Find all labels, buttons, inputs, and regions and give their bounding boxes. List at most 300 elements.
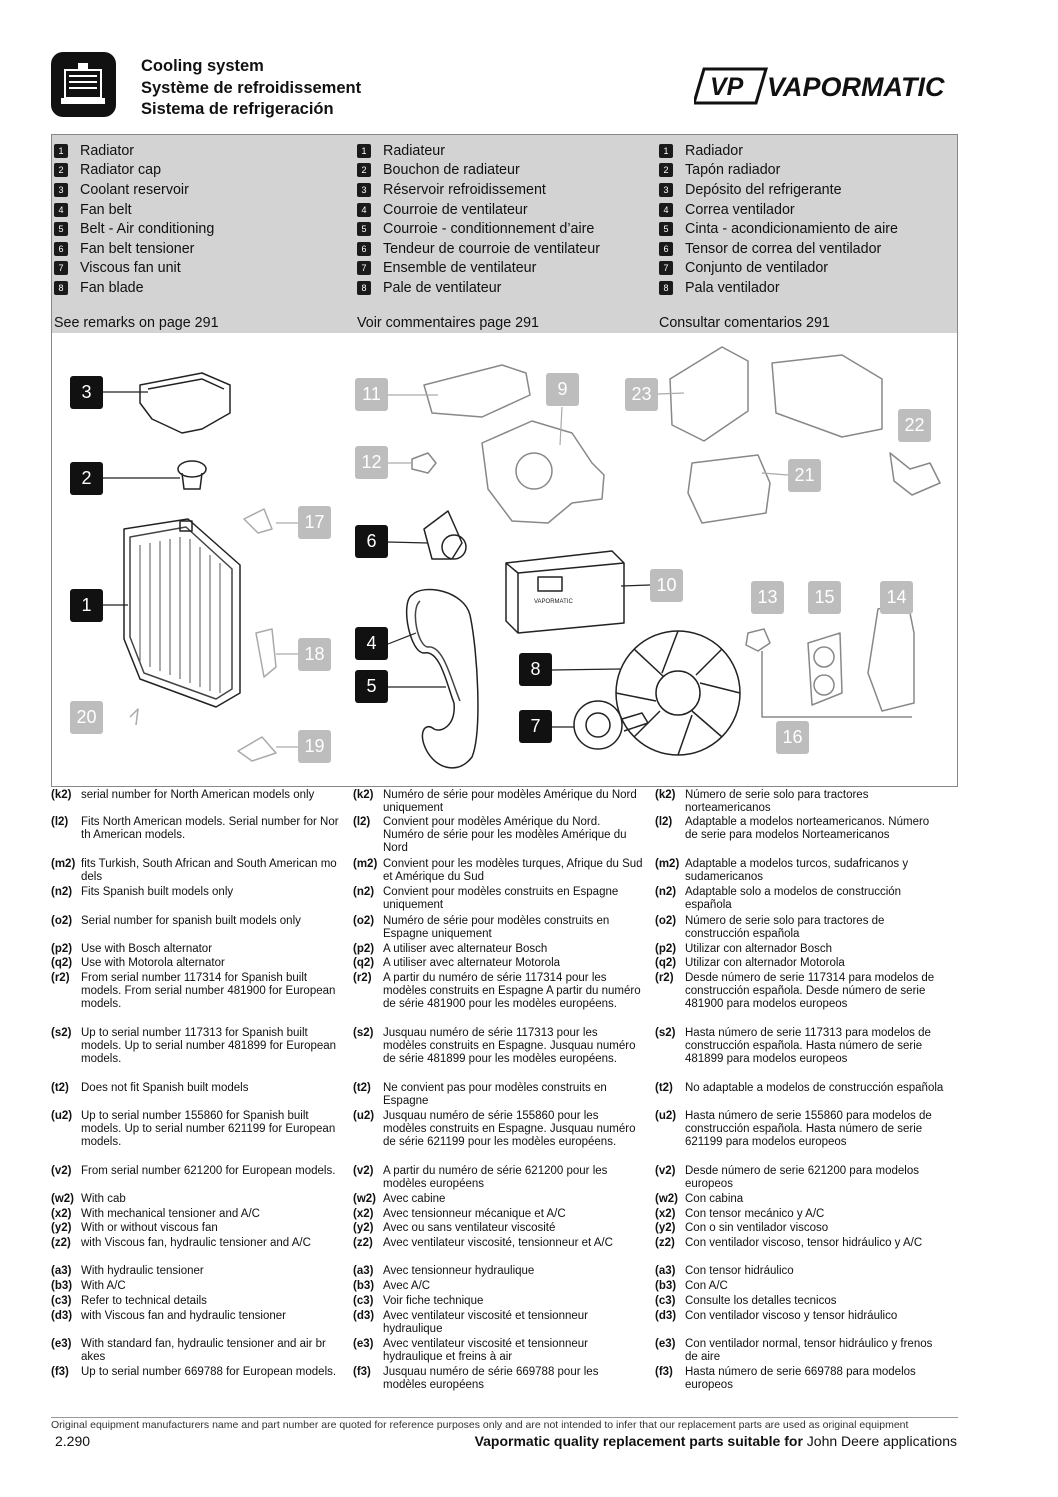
number-badge: 1 <box>54 144 68 158</box>
note-code: (m2) <box>353 858 378 870</box>
legend-label: Tapón radiador <box>685 162 781 179</box>
note-row <box>655 957 945 970</box>
note-code: (c3) <box>353 1295 374 1307</box>
note-row <box>353 1027 643 1067</box>
note-code: (u2) <box>655 1110 677 1122</box>
note-text: Ne convient pas pour modèles construits en Espagne <box>383 1082 607 1108</box>
note-row <box>655 816 945 842</box>
number-badge: 4 <box>357 203 371 217</box>
note-text: Fits North American models. Serial number for Nor th American models. <box>81 816 339 842</box>
note-code: (q2) <box>353 957 375 969</box>
note-code: (v2) <box>51 1165 72 1177</box>
note-row <box>353 915 643 941</box>
note-text: Jusquau numéro de série 669788 pour les modèles européens <box>383 1366 599 1392</box>
note-code: (z2) <box>51 1237 71 1249</box>
note-text: Up to serial number 669788 for European models. <box>81 1366 337 1378</box>
legend-item <box>659 141 898 161</box>
note-row <box>655 886 945 912</box>
note-code: (s2) <box>655 1027 676 1039</box>
legend-item <box>357 161 600 181</box>
callout-1: 1 <box>70 589 103 622</box>
number-badge: 7 <box>659 261 673 275</box>
note-text: Hasta número de serie 155860 para modelos de construcción española. Hasta número de serie 621199 para modelos europeos <box>685 1110 932 1149</box>
note-code: (b3) <box>353 1280 375 1292</box>
note-text: Convient pour modèles construits en Espagne uniquement <box>383 886 619 912</box>
legend-item <box>659 200 898 220</box>
note-text: Desde número de serie 621200 para modelos europeos <box>685 1165 919 1191</box>
callout-10: 10 <box>650 569 683 602</box>
legend-item <box>54 219 214 239</box>
note-code: (w2) <box>655 1193 678 1205</box>
number-badge: 7 <box>357 261 371 275</box>
note-row <box>655 972 945 1012</box>
legend-item <box>54 239 214 259</box>
note-text: Con A/C <box>685 1280 728 1292</box>
number-badge: 1 <box>357 144 371 158</box>
note-text: Hasta número de serie 669788 para modelos europeos <box>685 1366 916 1392</box>
legend-item <box>54 141 214 161</box>
parts-illustration <box>51 333 958 787</box>
note-code: (k2) <box>655 789 676 801</box>
note-code: (c3) <box>655 1295 676 1307</box>
legend-item <box>357 180 600 200</box>
footer-divider <box>51 1417 958 1418</box>
callout-21: 21 <box>788 459 821 492</box>
note-row <box>353 943 643 956</box>
note-code: (r2) <box>353 972 372 984</box>
note-row <box>51 1208 341 1221</box>
note-row <box>353 1222 643 1235</box>
note-row <box>51 1366 341 1379</box>
logo-word: VAPORMATIC <box>767 72 945 102</box>
number-badge: 3 <box>54 183 68 197</box>
note-code: (d3) <box>353 1310 375 1322</box>
water-pump-drawing <box>482 421 604 523</box>
callout-16: 16 <box>776 721 809 754</box>
cooling-system-icon <box>51 52 116 117</box>
number-badge: 2 <box>659 163 673 177</box>
note-text: Use with Bosch alternator <box>81 943 213 955</box>
note-row <box>353 1110 643 1150</box>
note-code: (v2) <box>353 1165 374 1177</box>
note-code: (e3) <box>655 1338 676 1350</box>
legend-label: Pale de ventilateur <box>383 279 502 296</box>
note-code: (o2) <box>51 915 73 927</box>
note-text: Numéro de série pour modèles construits en Espagne uniquement <box>383 915 610 941</box>
note-text: Con ventilador viscoso, tensor hidráulico y A/C <box>685 1237 923 1249</box>
note-code: (t2) <box>353 1082 371 1094</box>
note-text: Avec ou sans ventilateur viscosité <box>383 1222 556 1234</box>
fan-belt-drawing <box>407 589 478 767</box>
callout-13: 13 <box>751 581 784 614</box>
legend-label: Courroie - conditionnement d’aire <box>383 221 595 238</box>
note-code: (e3) <box>51 1338 72 1350</box>
note-code: (n2) <box>353 886 375 898</box>
parts-drawing <box>52 333 959 787</box>
note-code: (a3) <box>353 1265 374 1277</box>
note-row <box>353 957 643 970</box>
kit-box-label: VAPORMATIC <box>534 599 573 605</box>
note-text: Número de serie solo para tractores de construcción española <box>685 915 885 941</box>
note-row <box>655 915 945 941</box>
note-row <box>353 886 643 912</box>
legend-item <box>357 239 600 259</box>
note-row <box>353 1338 643 1364</box>
legend-label: Tendeur de courroie de ventilateur <box>383 240 600 257</box>
legend-item <box>659 161 898 181</box>
callout-4: 4 <box>355 627 388 660</box>
note-code: (v2) <box>655 1165 676 1177</box>
note-row <box>51 1338 341 1364</box>
note-code: (f3) <box>353 1366 371 1378</box>
legend-item <box>54 180 214 200</box>
note-text: Con ventilador viscoso y tensor hidráulico <box>685 1310 898 1322</box>
note-code: (r2) <box>655 972 674 984</box>
note-text: Avec cabine <box>383 1193 446 1205</box>
legend-column-en <box>54 141 214 298</box>
note-text: with Viscous fan, hydraulic tensioner and A/C <box>81 1237 311 1249</box>
note-row <box>353 1295 643 1308</box>
legend-label: Radiator cap <box>80 162 162 179</box>
callout-11: 11 <box>355 378 388 411</box>
legend-item <box>54 259 214 279</box>
note-text: Desde número de serie 117314 para modelos de construcción española. Desde número de serie 481900 para modelos europeos <box>685 972 935 1011</box>
note-text: A partir du numéro de série 621200 pour les modèles européens <box>383 1165 608 1191</box>
note-text: with Viscous fan and hydraulic tensioner <box>81 1310 286 1322</box>
legend-item <box>659 219 898 239</box>
note-row <box>655 943 945 956</box>
note-text: Utilizar con alternador Motorola <box>685 957 845 969</box>
number-badge: 5 <box>659 222 673 236</box>
note-code: (m2) <box>51 858 76 870</box>
note-code: (x2) <box>655 1208 676 1220</box>
legend-label: Bouchon de radiateur <box>383 162 520 179</box>
note-code: (n2) <box>655 886 677 898</box>
legend-label: Depósito del refrigerante <box>685 181 842 198</box>
legend-label: Fan blade <box>80 279 144 296</box>
note-code: (u2) <box>51 1110 73 1122</box>
note-text: Fits Spanish built models only <box>81 886 234 898</box>
page-titles <box>141 56 361 121</box>
note-row <box>51 1193 341 1206</box>
note-code: (p2) <box>51 943 73 955</box>
number-badge: 4 <box>659 203 673 217</box>
note-row <box>655 1222 945 1235</box>
number-badge: 8 <box>659 281 673 295</box>
note-row <box>51 915 341 928</box>
note-code: (z2) <box>655 1237 675 1249</box>
note-text: With mechanical tensioner and A/C <box>81 1208 260 1220</box>
legend-label: Ensemble de ventilateur <box>383 260 537 277</box>
note-code: (c3) <box>51 1295 72 1307</box>
callout-6: 6 <box>355 525 388 558</box>
note-code: (n2) <box>51 886 73 898</box>
note-text: Adaptable solo a modelos de construcción española <box>685 886 902 912</box>
note-code: (a3) <box>655 1265 676 1277</box>
note-row <box>51 1237 341 1250</box>
callout-8: 8 <box>519 653 552 686</box>
callout-17: 17 <box>298 506 331 539</box>
callout-18: 18 <box>298 638 331 671</box>
note-row <box>353 1208 643 1221</box>
note-row <box>51 943 341 956</box>
note-row <box>353 816 643 856</box>
legend-item <box>357 141 600 161</box>
note-row <box>51 1295 341 1308</box>
note-code: (y2) <box>51 1222 72 1234</box>
note-text: Número de serie solo para tractores norteamericanos <box>685 789 869 815</box>
number-badge: 2 <box>54 163 68 177</box>
parts-kit-box-drawing <box>506 551 624 633</box>
note-text: Refer to technical details <box>81 1295 207 1307</box>
note-row <box>655 1295 945 1308</box>
note-row <box>655 1280 945 1293</box>
legend-item <box>659 180 898 200</box>
tagline-bold: Vapormatic quality replacement parts suitable for <box>474 1433 803 1449</box>
note-code: (l2) <box>353 816 371 828</box>
callout-3: 3 <box>70 376 103 409</box>
number-badge: 5 <box>54 222 68 236</box>
note-row <box>353 1265 643 1278</box>
note-row <box>51 1310 341 1323</box>
note-code: (p2) <box>655 943 677 955</box>
note-row <box>353 789 643 815</box>
note-row <box>51 957 341 970</box>
number-badge: 7 <box>54 261 68 275</box>
legend-label: Radiator <box>80 142 135 159</box>
vapormatic-logo <box>694 66 956 106</box>
gasket-drawing <box>670 347 748 441</box>
legend-label: Viscous fan unit <box>80 260 181 277</box>
note-row <box>51 1110 341 1150</box>
note-row <box>51 886 341 899</box>
legend-label: Belt - Air conditioning <box>80 221 215 238</box>
note-code: (b3) <box>51 1280 73 1292</box>
note-text: Serial number for spanish built models only <box>81 915 301 927</box>
legend-column-fr <box>357 141 600 298</box>
note-text: Con tensor hidráulico <box>685 1265 794 1277</box>
note-row <box>51 1165 341 1178</box>
number-badge: 6 <box>659 242 673 256</box>
note-text: Jusquau numéro de série 155860 pour les modèles construits en Espagne. Jusquau numéro de série 621199 pour les modèles européens. <box>383 1110 636 1149</box>
callout-7: 7 <box>519 710 552 743</box>
legend-item <box>54 161 214 181</box>
number-badge: 4 <box>54 203 68 217</box>
note-text: Hasta número de serie 117313 para modelos de construcción española. Hasta número de serie 481899 para modelos europeos <box>685 1027 931 1066</box>
note-text: Avec A/C <box>383 1280 431 1292</box>
legend-label: Conjunto de ventilador <box>685 260 829 277</box>
legend-item <box>54 278 214 298</box>
number-badge: 5 <box>357 222 371 236</box>
note-text: With hydraulic tensioner <box>81 1265 204 1277</box>
note-text: Up to serial number 155860 for Spanish built models. Up to serial number 621199 for European models. <box>81 1110 336 1149</box>
note-row <box>655 1310 945 1323</box>
note-row <box>51 1280 341 1293</box>
note-text: With A/C <box>81 1280 126 1292</box>
radiator-drawing <box>124 519 240 707</box>
note-text: Avec ventilateur viscosité et tensionneur hydraulique <box>383 1310 588 1336</box>
note-row <box>51 789 341 802</box>
note-row <box>51 816 341 842</box>
note-code: (x2) <box>51 1208 72 1220</box>
legend-item <box>659 278 898 298</box>
callout-19: 19 <box>298 730 331 763</box>
page-number: 2.290 <box>55 1433 91 1449</box>
remark-en: See remarks on page 291 <box>54 315 219 331</box>
note-text: serial number for North American models only <box>81 789 315 801</box>
note-code: (y2) <box>655 1222 676 1234</box>
note-code: (e3) <box>353 1338 374 1350</box>
note-text: Voir fiche technique <box>383 1295 484 1307</box>
note-code: (l2) <box>51 816 69 828</box>
note-code: (u2) <box>353 1110 375 1122</box>
disclaimer: Original equipment manufacturers name and part number are quoted for reference purposes only and are not intended to infer that our replacement parts are used as original equipment <box>51 1419 909 1431</box>
note-row <box>353 858 643 884</box>
note-text: Avec tensionneur hydraulique <box>383 1265 535 1277</box>
number-badge: 6 <box>54 242 68 256</box>
note-row <box>655 1208 945 1221</box>
legend-label: Tensor de correa del ventilador <box>685 240 882 257</box>
note-row <box>655 1338 945 1364</box>
legend-label: Pala ventilador <box>685 279 780 296</box>
note-row <box>353 1310 643 1336</box>
note-text: Numéro de série pour modèles Amérique du Nord uniquement <box>383 789 637 815</box>
callout-12: 12 <box>355 446 388 479</box>
note-row <box>51 1222 341 1235</box>
note-text: Adaptable a modelos norteamericanos. Número de serie para modelos Norteamericanos <box>685 816 930 842</box>
logo-mark: VP <box>710 73 744 101</box>
note-code: (z2) <box>353 1237 373 1249</box>
note-code: (t2) <box>655 1082 673 1094</box>
note-text: Con ventilador normal, tensor hidráulico y frenos de aire <box>685 1338 933 1364</box>
number-badge: 8 <box>54 281 68 295</box>
legend-item <box>357 259 600 279</box>
note-text: From serial number 117314 for Spanish built models. From serial number 481900 for European models. <box>81 972 336 1011</box>
note-code: (x2) <box>353 1208 374 1220</box>
legend-label: Réservoir refroidissement <box>383 181 546 198</box>
note-code: (k2) <box>353 789 374 801</box>
callout-14: 14 <box>880 581 913 614</box>
note-code: (d3) <box>51 1310 73 1322</box>
note-text: Jusquau numéro de série 117313 pour les modèles construits en Espagne. Jusquau numéro de série 481899 pour les modèles européens. <box>383 1027 636 1066</box>
note-code: (a3) <box>51 1265 72 1277</box>
callout-5: 5 <box>355 670 388 703</box>
note-row <box>353 972 643 1012</box>
note-text: With standard fan, hydraulic tensioner and air br akes <box>81 1338 326 1364</box>
note-row <box>655 1027 945 1067</box>
note-text: No adaptable a modelos de construcción española <box>685 1082 944 1094</box>
note-code: (o2) <box>655 915 677 927</box>
legend-label: Courroie de ventilateur <box>383 201 528 218</box>
title-es: Sistema de refrigeración <box>141 100 334 118</box>
parts-legend <box>51 134 958 334</box>
note-row <box>353 1237 643 1250</box>
note-code: (w2) <box>51 1193 74 1205</box>
note-row <box>655 789 945 815</box>
title-en: Cooling system <box>141 57 264 75</box>
note-code: (t2) <box>51 1082 69 1094</box>
note-row <box>655 1237 945 1250</box>
note-code: (k2) <box>51 789 72 801</box>
note-row <box>353 1165 643 1191</box>
note-row <box>655 1265 945 1278</box>
note-row <box>655 1366 945 1392</box>
note-row <box>51 972 341 1012</box>
remark-es: Consultar comentarios 291 <box>659 315 830 331</box>
note-text: fits Turkish, South African and South American mo dels <box>81 858 337 884</box>
callout-2: 2 <box>70 462 103 495</box>
note-text: Adaptable a modelos turcos, sudafricanos y sudamericanos <box>685 858 909 884</box>
note-row <box>655 858 945 884</box>
legend-item <box>659 239 898 259</box>
legend-item <box>357 219 600 239</box>
remark-fr: Voir commentaires page 291 <box>357 315 539 331</box>
note-text: Con tensor mecánico y A/C <box>685 1208 825 1220</box>
note-row <box>51 1027 341 1067</box>
callout-23: 23 <box>625 378 658 411</box>
callout-15: 15 <box>808 581 841 614</box>
note-text: Con o sin ventilador viscoso <box>685 1222 829 1234</box>
note-code: (w2) <box>353 1193 376 1205</box>
note-code: (s2) <box>51 1027 72 1039</box>
note-row <box>353 1193 643 1206</box>
legend-item <box>357 200 600 220</box>
note-row <box>353 1280 643 1293</box>
note-code: (y2) <box>353 1222 374 1234</box>
note-code: (f3) <box>51 1366 69 1378</box>
note-code: (q2) <box>51 957 73 969</box>
note-code: (l2) <box>655 816 673 828</box>
note-text: Up to serial number 117313 for Spanish built models. Up to serial number 481899 for European models. <box>81 1027 337 1066</box>
note-text: Consulte los detalles tecnicos <box>685 1295 837 1307</box>
legend-label: Radiateur <box>383 142 445 159</box>
number-badge: 6 <box>357 242 371 256</box>
note-code: (d3) <box>655 1310 677 1322</box>
note-code: (b3) <box>655 1280 677 1292</box>
legend-label: Fan belt <box>80 201 132 218</box>
note-text: Use with Motorola alternator <box>81 957 225 969</box>
legend-column-es <box>659 141 898 298</box>
note-text: A utiliser avec alternateur Motorola <box>383 957 561 969</box>
legend-label: Fan belt tensioner <box>80 240 195 257</box>
note-row <box>353 1082 643 1108</box>
note-text: Avec tensionneur mécanique et A/C <box>383 1208 566 1220</box>
note-code: (m2) <box>655 858 680 870</box>
note-code: (o2) <box>353 915 375 927</box>
oil-cooler-drawing <box>772 355 882 437</box>
tagline-regular: John Deere applications <box>806 1433 957 1449</box>
number-badge: 8 <box>357 281 371 295</box>
note-row <box>655 1082 945 1095</box>
note-code: (r2) <box>51 972 70 984</box>
number-badge: 1 <box>659 144 673 158</box>
callout-22: 22 <box>898 409 931 442</box>
note-row <box>51 858 341 884</box>
note-code: (s2) <box>353 1027 374 1039</box>
note-text: Con cabina <box>685 1193 744 1205</box>
note-row <box>655 1165 945 1191</box>
note-text: With or without viscous fan <box>81 1222 218 1234</box>
legend-label: Coolant reservoir <box>80 181 189 198</box>
note-text: A partir du numéro de série 117314 pour les modèles construits en Espagne A partir du numéro de série 481900 pour les modèles européens. <box>383 972 641 1011</box>
note-text: A utiliser avec alternateur Bosch <box>383 943 548 955</box>
note-row <box>353 1366 643 1392</box>
footer-tagline <box>475 1433 957 1449</box>
note-row <box>51 1265 341 1278</box>
legend-label: Radiador <box>685 142 744 159</box>
note-text: Avec ventilateur viscosité, tensionneur et A/C <box>383 1237 613 1249</box>
viscous-fan-unit-drawing <box>574 701 622 749</box>
